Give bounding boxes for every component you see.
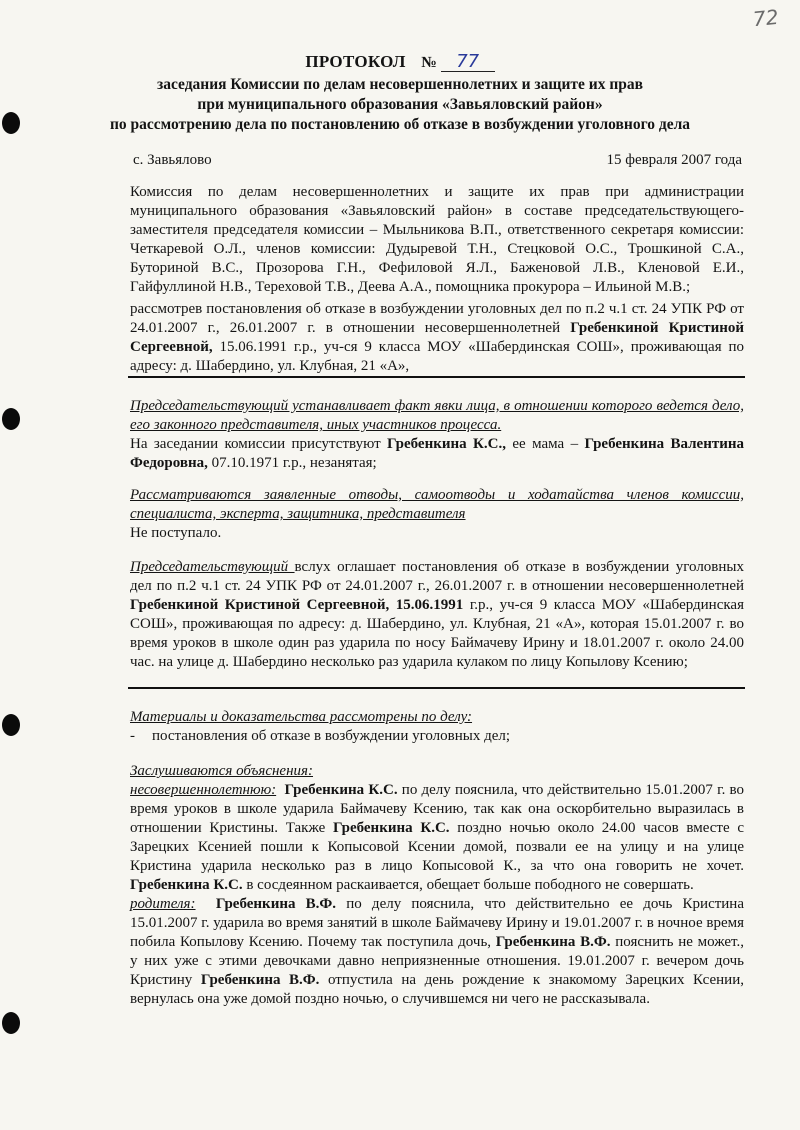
protocol-title: [0, 52, 800, 72]
materials-list-item: [130, 728, 510, 745]
announcement-section: [130, 558, 744, 672]
punch-hole: [2, 714, 20, 736]
title-line-3: по рассмотрению дела по постановлению об отказе в возбуждении уголовного дела: [109, 116, 691, 133]
minor-explanation-name-1: Гребенкина К.С.: [284, 782, 398, 798]
considered-section: [130, 300, 744, 376]
title-line-1: заседания Комиссии по делам несовершеннолетних и защите их прав: [156, 76, 644, 93]
commission-composition: [130, 183, 744, 297]
parents-label: родителя:: [130, 896, 196, 912]
minor-explanation-text-3: в сосдеянном раскаивается, обещает больше пободного не совершать.: [242, 877, 694, 893]
parent-explanation-name-1: Гребенкина В.Ф.: [215, 896, 337, 912]
punch-hole: [2, 408, 20, 430]
considered-text: [130, 300, 744, 376]
presence-name-1: Гребенкина К.С.,: [387, 436, 507, 452]
title-line-2: при муниципального образования «Завьяловский район»: [197, 96, 603, 113]
considered-text-2: 15.06.1991 г.р., уч-ся 9 класса МОУ «Шабердинская СОШ», проживающая по адресу: д. Шабердино, ул. Клубная, 21 «А»,: [130, 339, 744, 374]
materials-header: Материалы и доказательства рассмотрены по делу:: [130, 709, 473, 725]
presence-text-1: На заседании комиссии присутствуют: [130, 436, 388, 452]
minor-name: Гребенкиной Кристиной Сергеевной,: [130, 320, 744, 355]
presence-text-2: ее мама –: [506, 436, 585, 452]
announcement-text: [130, 558, 744, 672]
parent-explanation-text-2: пояснить не может., у них уже с этими девочками давно неприязненные отношения. 19.01.2007 г. вечером дочь Кристину: [130, 934, 744, 988]
minor-explanation-text-1: по делу пояснила, что действительно 15.01.2007 г. во время уроков в школе ударила Баймачеву Ксению, так как она оскорбительно выразилась в отношении Кристины. Также: [130, 782, 745, 836]
parent-explanation-text-1: по делу пояснила, что действительно ее дочь Кристина 15.01.2007 г. ударила во время занятий в школе Баймачеву Ирину и 19.01.2007 г. в ночное время побила Копылову Ксению. Почему так поступила дочь,: [130, 896, 744, 950]
date: 15 февраля 2007 года: [606, 152, 742, 168]
section-divider: [128, 376, 745, 378]
materials-section: [130, 708, 744, 727]
presence-section: [130, 397, 744, 473]
considered-text-1: рассмотрев постановления об отказе в возбуждении уголовных дел по п.2 ч.1 ст. 24 УПК РФ от 24.01.2007 г., 26.01.2007 г. в отношении несовершеннолетней: [130, 301, 744, 336]
place: с. Завьялово: [133, 152, 212, 168]
minor-explanation-name-3: Гребенкина К.С.: [130, 877, 243, 893]
list-dash: -: [130, 728, 135, 744]
presence-header: Председательствующий устанавливает факт явки лица, в отношении которого ведется дело, его законного представителя, иных участников процесса.: [130, 398, 744, 433]
parent-explanation: [130, 895, 744, 1009]
minor-label: несовершеннолетнюю:: [130, 782, 277, 798]
parent-explanation-text-3: отпустила на день рождение к знакомому Зарецких Ксении, вернулась она уже домой поздно ночью, о случившемся ни чего не рассказывала.: [130, 972, 744, 1007]
section-divider: [128, 687, 745, 689]
announcement-header: Председательствующий: [130, 559, 295, 575]
presence-text: [130, 435, 744, 473]
explanations-section: [130, 762, 744, 1009]
parent-explanation-name-3: Гребенкина В.Ф.: [200, 972, 320, 988]
presence-name-2: Гребенкина Валентина Федоровна,: [130, 436, 745, 471]
announcement-text-2: г.р., уч-ся 9 класса МОУ «Шабердинская СОШ», проживающая по адресу: д. Шабердино, ул. Клубная, 21 «А», которая 15.01.2007 г. во время уроков в школе один раз ударила по носу Баймачеву Ирину и 18.01.2007 г. около 24.00 час. на улице д. Шабердино несколько раз ударила кулаком по лицу Копылову Ксению;: [130, 597, 744, 670]
number-sign: №: [421, 54, 437, 71]
motions-header: Рассматриваются заявленные отводы, самоотводы и ходатайства членов комиссии, специалиста, эксперта, защитника, представителя: [130, 487, 744, 522]
minor-explanation: [130, 781, 744, 895]
minor-explanation-name-2: Гребенкина К.С.: [333, 820, 450, 836]
motions-text: Не поступало.: [130, 525, 222, 541]
presence-text-3: 07.10.1971 г.р., незанятая;: [207, 455, 377, 471]
protocol-number: 77: [441, 53, 495, 72]
protocol-label: ПРОТОКОЛ: [305, 52, 406, 71]
explanations-header: Заслушиваются объяснения:: [130, 763, 314, 779]
punch-hole: [2, 1012, 20, 1034]
announcement-text-1: вслух оглашает постановления об отказе в возбуждении уголовных дел по п.2 ч.1 ст. 24 УПК РФ от 24.01.2007 г., 26.01.2007 г. в отношении несовершеннолетней: [130, 559, 744, 594]
composition-text: Комиссия по делам несовершеннолетних и защите их прав при администрации муниципального образования «Завьяловский район» в составе председательствующего-заместителя председателя комиссии – Мыльникова В.П., ответственного секретаря комиссии: Четкаревой О.Л., членов комиссии: Дудыревой Т.Н., Стецковой О.С., Трошкиной С.А., Буториной В.С., Прозорова Г.Н., Фефиловой Я.Л., Баженовой Л.В., Кленовой Е.И., Гайфуллиной Н.В., Тереховой Т.В., Деева А.А., помощника прокурора – Ильиной М.В.;: [130, 184, 744, 295]
minor-explanation-text-2: поздно ночью около 24.00 часов вместе с Зарецких Ксенией пошли к Копысовой Ксении домой, позвали ее на улицу и на улице Кристина ударила несколько раз в лицо Копысовой К., за что она говорить не хочет.: [130, 820, 744, 874]
motions-section: [130, 486, 744, 543]
parent-explanation-name-2: Гребенкина В.Ф.: [495, 934, 611, 950]
page-number: 72: [751, 4, 780, 32]
announcement-name: Гребенкиной Кристиной Сергеевной, 15.06.1991: [130, 597, 464, 613]
materials-item-text: постановления об отказе в возбуждении уголовных дел;: [152, 728, 511, 744]
